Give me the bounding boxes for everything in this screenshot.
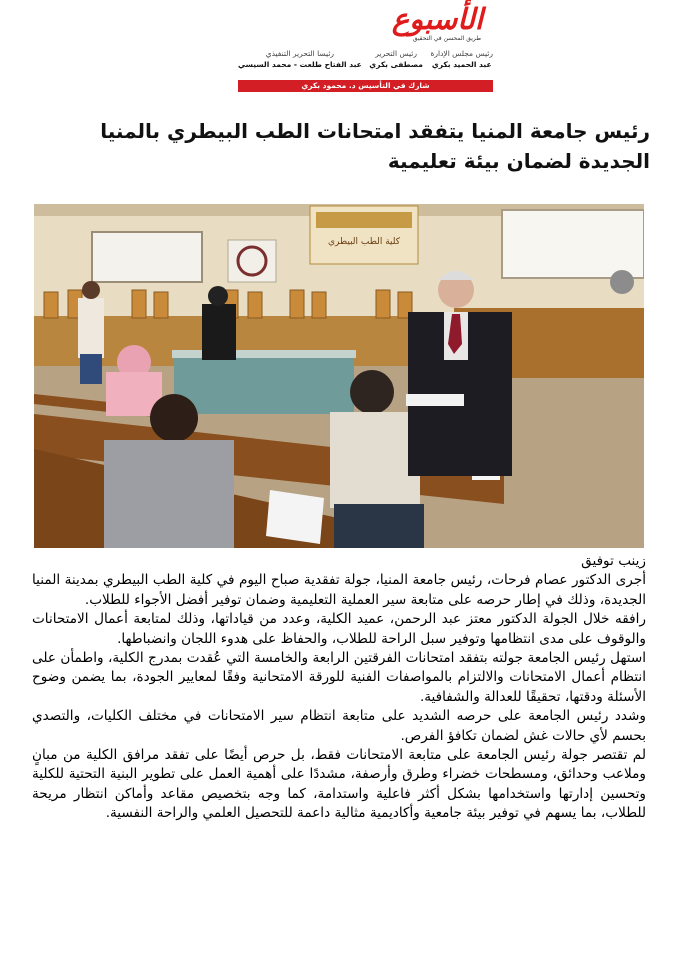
staff-role: رئيس مجلس الإدارة (430, 49, 493, 58)
logo-tagline: طريق المحسن في التحقيق (412, 35, 481, 42)
staff-name: عبد الفتاح طلعت - محمد السيسي (238, 60, 362, 69)
staff-role: رئيسا التحرير التنفيذي (265, 49, 335, 58)
article-paragraph: لم تقتصر جولة رئيس الجامعة على متابعة الامتحانات فقط، بل حرص أيضًا على تفقد مرافق الكلية من مبانٍ وملاعب وحدائق، ومسطحات خضراء وطرق وأرصفة، مشددًا على أهمية العمل على تطوير البنية التحتية للكلية وتحسين إدارتها واستخدامها بشكل أكثر فاعلية واستدامة، كما وجه بتخصيص مقاعد وأماكن انتظار مريحة للطلاب، بما يسهم في توفير بيئة جامعية وأكاديمية مثالية داعمة للتحصيل العلمي والراحة النفسية. (32, 747, 646, 822)
exam-hall-photo (34, 204, 644, 548)
article-headline: رئيس جامعة المنيا يتفقد امتحانات الطب البيطري بالمنيا الجديدة لضمان بيئة تعليمية (100, 119, 650, 173)
article-paragraph: رافقه خلال الجولة الدكتور معتز عبد الرحمن، عميد الكلية، وعدد من قياداتها، وذلك لمتابعة أعمال الامتحانات والوقوف على مدى انتظامها وتوفير سبل الراحة للطلاب، والحفاظ على هدوء اللجان وانضباطها. (32, 611, 646, 647)
staff-credits (238, 48, 493, 78)
logo-wordmark: الأسبوع (391, 2, 483, 36)
newspaper-logo[interactable] (321, 4, 491, 44)
staff-credit-executive-editors (238, 48, 362, 78)
staff-name: عبد الحميد بكري (431, 60, 492, 69)
article-body (32, 552, 646, 824)
staff-name: مصطفى بكري (369, 60, 423, 69)
article-paragraph: أجرى الدكتور عصام فرحات، رئيس جامعة المنيا، جولة تفقدية صباح اليوم في كلية الطب البيطري بمدينة المنيا الجديدة، وذلك في إطار حرصه على متابعة سير العملية التعليمية وضمان توفير أفضل الأجواء للطلاب. (32, 572, 646, 608)
staff-credit-editor-in-chief (369, 48, 423, 78)
masthead (238, 4, 493, 92)
founder-bar: شارك في التأسيس د. محمود بكري (238, 80, 493, 92)
article-photo[interactable] (34, 204, 644, 548)
article-paragraph: وشدد رئيس الجامعة على حرصه الشديد على متابعة انتظام سير الامتحانات في مختلف الكليات، والتصدي بحسم لأي حالات غش لضمان تكافؤ الفرص. (32, 708, 646, 744)
staff-role: رئيس التحرير (375, 49, 417, 58)
article-paragraph: استهل رئيس الجامعة جولته بتفقد امتحانات الفرقتين الرابعة والخامسة التي عُقدت بمدرج الكلية، واطمأن على انتظام أعمال الامتحانات والالتزام بالمواصفات الفنية للورقة الامتحانية وفقًا لمعايير الجودة، بما يضمن وضوح الأسئلة ودقتها، تحقيقًا للعدالة والشفافية. (32, 650, 646, 705)
article-author: زينب توفيق (581, 553, 646, 569)
staff-credit-board-chairman (430, 48, 493, 78)
banner-text: كلية الطب البيطري (327, 237, 401, 247)
